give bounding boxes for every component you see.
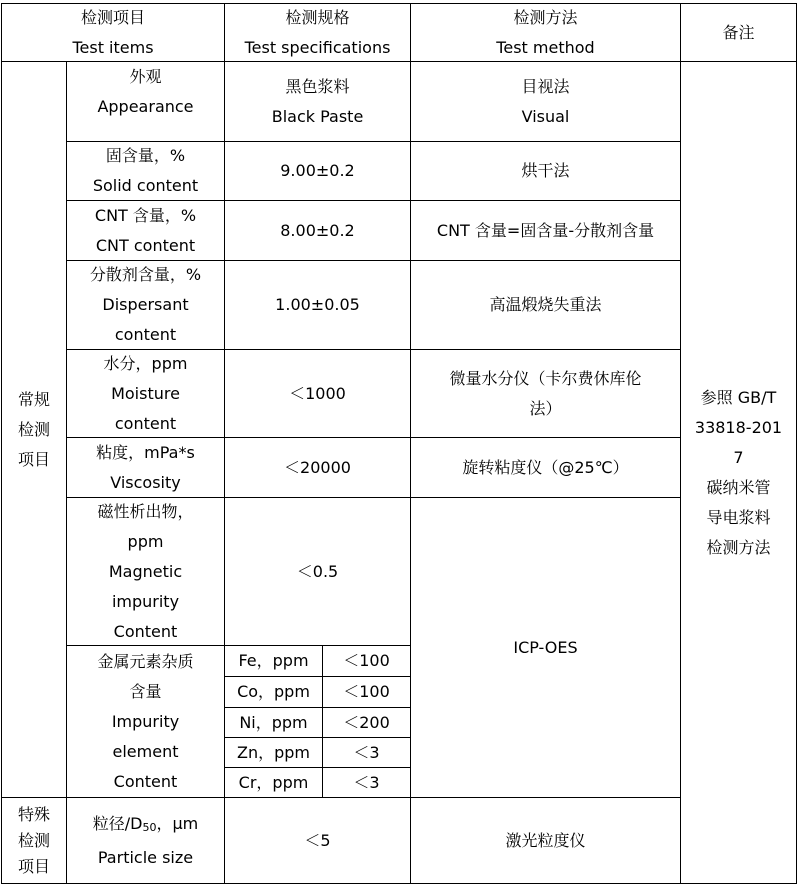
item-moisture-content: 水分，ppm Moisture content: [103, 353, 188, 433]
method-appearance: 目视法 Visual: [521, 76, 570, 126]
spec-appearance: 黑色浆料 Black Paste: [271, 76, 364, 126]
item-magnetic-impurity: 磁性析出物， ppm Magnetic impurity Content: [97, 501, 194, 641]
spec-solid-content: 9.00±0.2: [280, 161, 355, 180]
element-name-cr: Cr，ppm: [238, 772, 309, 792]
header-spec-en: Test specifications: [244, 37, 391, 57]
header-remark: [681, 4, 796, 61]
spec-dispersant-content: 1.00±0.05: [275, 295, 360, 314]
item-dispersant-content: 分散剂含量，% Dispersant content: [89, 265, 202, 344]
method-dispersant-content: 高温煅烧失重法: [489, 295, 602, 314]
element-name-zn: Zn，ppm: [236, 742, 310, 762]
spec-cnt-content: 8.00±0.2: [280, 220, 355, 240]
method-cnt-content: CNT 含量=固含量-分散剂含量: [436, 220, 655, 240]
method-moisture-content: 微量水分仪（卡尔费休库伦 法）: [449, 368, 642, 418]
method-icp-oes: ICP-OES: [513, 637, 578, 657]
header-items-zh: 检测项目: [80, 7, 145, 27]
item-appearance: 外观 Appearance: [97, 66, 194, 116]
method-viscosity: 旋转粘度仪（@25℃）: [462, 457, 629, 477]
header-test-items: [2, 4, 224, 61]
spec-magnetic-impurity: ＜0.5: [296, 561, 339, 581]
header-method-en: Test method: [496, 37, 595, 57]
item-cnt-content: CNT 含量，% CNT content: [94, 205, 197, 255]
item-viscosity: 粘度，mPa*s Viscosity: [96, 442, 195, 492]
element-limit-co: ＜100: [343, 682, 390, 701]
header-method-zh: 检测方法: [513, 7, 578, 27]
spec-particle-size: ＜5: [304, 830, 331, 850]
element-limit-zn: ＜3: [353, 742, 380, 762]
method-solid-content: 烘干法: [521, 161, 570, 180]
element-limit-fe: ＜100: [343, 651, 390, 670]
header-test-specifications: [225, 4, 410, 61]
element-name-fe: Fe，ppm: [238, 651, 309, 670]
element-name-ni: Ni，ppm: [239, 712, 308, 732]
item-solid-content: 固含量，% Solid content: [92, 146, 199, 195]
header-remark-label: 备注: [722, 22, 755, 42]
method-particle-size: 激光粒度仪: [505, 830, 586, 850]
element-limit-cr: ＜3: [353, 772, 380, 792]
header-spec-zh: 检测规格: [285, 7, 350, 27]
element-name-co: Co，ppm: [237, 682, 310, 701]
element-limit-ni: ＜200: [343, 712, 390, 732]
remark-reference: 参照 GB/T 33818-201 7 碳纳米管 导电浆料 检测方法: [694, 387, 783, 557]
group-routine-label: 常规 检测 项目: [17, 389, 50, 469]
spec-viscosity: ＜20000: [284, 457, 351, 477]
header-items-en: Test items: [72, 37, 154, 57]
group-special-label: 特殊 检测 项目: [17, 804, 50, 876]
spec-moisture-content: ＜1000: [289, 383, 346, 403]
item-particle-size: 粒径/D50，μm Particle size: [92, 813, 199, 867]
item-impurity-element-content: 金属元素杂质 含量 Impurity element Content: [97, 651, 194, 791]
header-test-method: [411, 4, 680, 61]
